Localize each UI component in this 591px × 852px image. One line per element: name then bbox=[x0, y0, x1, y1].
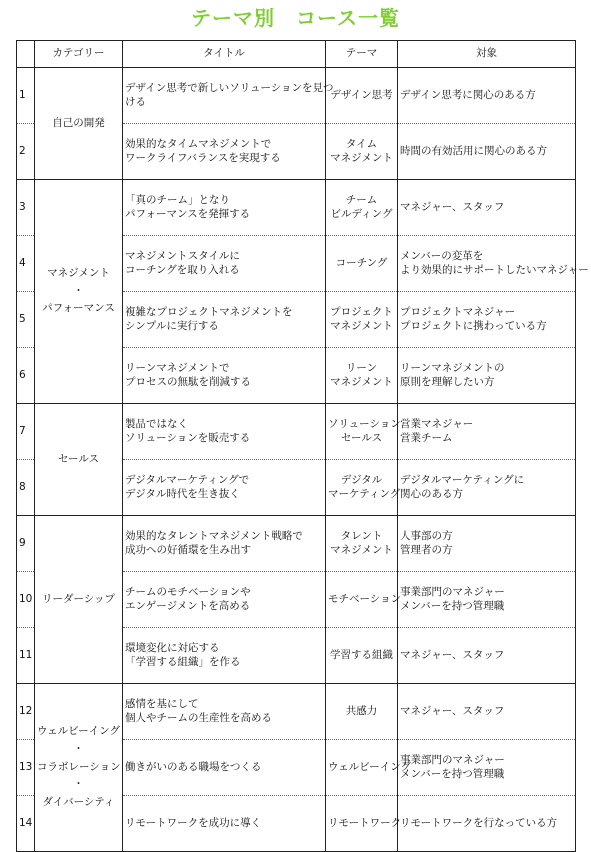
theme-line: ソリューション bbox=[328, 418, 401, 431]
row-number: 3 bbox=[17, 180, 35, 236]
theme-line: リモートワーク bbox=[328, 816, 402, 829]
theme-line: マネジメント bbox=[330, 151, 393, 164]
theme-line: 共感力 bbox=[345, 704, 378, 717]
row-number: 4 bbox=[17, 236, 35, 292]
title-line: ワークライフバランスを実現する bbox=[125, 151, 281, 164]
target-line: 事業部門のマネジャー bbox=[400, 754, 505, 767]
table-row bbox=[17, 684, 576, 740]
course-target bbox=[398, 404, 576, 460]
target-line: 時間の有効活用に関心のある方 bbox=[400, 144, 547, 157]
title-line: チームのモチベーションや bbox=[125, 586, 251, 599]
course-title bbox=[123, 180, 326, 236]
title-line: プロセスの無駄を削減する bbox=[125, 375, 251, 388]
table-row bbox=[17, 68, 576, 124]
theme-line: マネジメント bbox=[330, 375, 393, 388]
title-line: エンゲージメントを高める bbox=[125, 599, 251, 612]
course-theme bbox=[326, 68, 398, 124]
course-theme bbox=[326, 124, 398, 180]
course-theme bbox=[326, 572, 402, 628]
course-target bbox=[398, 124, 576, 180]
title-line: 「学習する組織」を作る bbox=[125, 655, 241, 668]
course-target bbox=[398, 68, 576, 124]
header-title: タイトル bbox=[123, 41, 326, 68]
title-line: 環境変化に対応する bbox=[125, 642, 220, 655]
course-theme bbox=[326, 404, 401, 460]
course-table bbox=[16, 40, 589, 852]
course-target bbox=[398, 796, 576, 852]
category-line: ウェルビーイング bbox=[37, 724, 120, 737]
course-target bbox=[398, 292, 576, 348]
category-line: コラボレーション bbox=[37, 760, 121, 773]
theme-line: セールス bbox=[340, 431, 383, 444]
title-line: マネジメントスタイルに bbox=[125, 250, 240, 263]
row-number: 7 bbox=[17, 404, 35, 460]
title-line: 働きがいのある職場をつくる bbox=[125, 760, 262, 773]
theme-line: タレント bbox=[340, 530, 383, 543]
target-line: リーンマネジメントの bbox=[400, 362, 505, 375]
course-title bbox=[123, 796, 326, 852]
target-line: プロジェクトマネジャー bbox=[400, 306, 516, 319]
course-target bbox=[398, 348, 576, 404]
course-title bbox=[123, 460, 326, 516]
title-line: 感情を基にして bbox=[125, 698, 199, 711]
header-theme: テーマ bbox=[326, 41, 398, 68]
target-line: より効果的にサポートしたいマネジャー bbox=[400, 263, 589, 276]
title-line: リーンマネジメントで bbox=[125, 362, 230, 375]
target-line: マネジャー、スタッフ bbox=[400, 200, 505, 213]
course-target bbox=[398, 740, 576, 796]
course-target bbox=[398, 236, 589, 292]
theme-line: マネジメント bbox=[330, 543, 393, 556]
target-line: 管理者の方 bbox=[400, 543, 453, 556]
course-title bbox=[123, 740, 326, 796]
course-title bbox=[123, 628, 326, 684]
theme-line: マーケティング bbox=[328, 487, 401, 500]
row-number: 13 bbox=[17, 740, 35, 796]
course-target bbox=[398, 628, 576, 684]
course-target bbox=[398, 516, 576, 572]
row-number: 6 bbox=[17, 348, 35, 404]
target-line: デザイン思考に関心のある方 bbox=[400, 88, 536, 101]
row-number: 2 bbox=[17, 124, 35, 180]
table-row bbox=[17, 516, 576, 572]
theme-line: チーム bbox=[345, 194, 378, 207]
category-line: ・ bbox=[73, 742, 84, 755]
target-line: メンバーの変革を bbox=[400, 250, 484, 263]
target-line: 事業部門のマネジャー bbox=[400, 586, 505, 599]
target-line: デジタルマーケティングに bbox=[400, 474, 525, 487]
title-line: ける bbox=[125, 95, 146, 108]
title-line: 複雑なプロジェクトマネジメントを bbox=[125, 306, 293, 319]
course-title bbox=[123, 404, 326, 460]
theme-line: デザイン思考 bbox=[330, 88, 393, 101]
header-category: カテゴリー bbox=[35, 41, 123, 68]
target-line: 営業マネジャー bbox=[400, 418, 474, 431]
course-theme bbox=[326, 292, 398, 348]
table-row bbox=[17, 180, 576, 236]
theme-line: デジタル bbox=[340, 474, 383, 487]
course-theme bbox=[326, 796, 402, 852]
title-line: 製品ではなく bbox=[125, 418, 188, 431]
target-line: マネジャー、スタッフ bbox=[400, 704, 505, 717]
title-line: 「真のチーム」となり bbox=[125, 194, 230, 207]
category-cell bbox=[35, 516, 123, 684]
row-number: 14 bbox=[17, 796, 35, 852]
course-theme bbox=[326, 684, 398, 740]
title-line: 成功への好循環を生み出す bbox=[125, 543, 251, 556]
title-line: シンプルに実行する bbox=[125, 319, 219, 332]
course-theme bbox=[326, 348, 398, 404]
theme-line: ウェルビーイング bbox=[328, 760, 411, 773]
course-title bbox=[123, 348, 326, 404]
category-line: ・ bbox=[73, 284, 84, 297]
row-number: 8 bbox=[17, 460, 35, 516]
page-title: テーマ別 コース一覧 bbox=[191, 6, 400, 30]
row-number: 10 bbox=[17, 572, 35, 628]
target-line: メンバーを持つ管理職 bbox=[400, 767, 505, 780]
course-target bbox=[398, 180, 576, 236]
table-row bbox=[17, 404, 576, 460]
title-line: 個人やチームの生産性を高める bbox=[125, 711, 272, 724]
course-title bbox=[123, 684, 326, 740]
title-line: コーチングを取り入れる bbox=[125, 263, 240, 276]
header-number bbox=[17, 41, 35, 68]
row-number: 5 bbox=[17, 292, 35, 348]
category-line: セールス bbox=[57, 452, 100, 465]
row-number: 11 bbox=[17, 628, 35, 684]
target-line: リモートワークを行なっている方 bbox=[400, 816, 558, 829]
target-line: 原則を理解したい方 bbox=[400, 375, 495, 388]
title-line: ソリューションを販売する bbox=[125, 431, 251, 444]
category-cell bbox=[35, 684, 123, 852]
target-line: 人事部の方 bbox=[400, 530, 453, 543]
theme-line: プロジェクト bbox=[330, 306, 393, 319]
target-line: 関心のある方 bbox=[400, 487, 463, 500]
course-title bbox=[123, 68, 334, 124]
row-number: 1 bbox=[17, 68, 35, 124]
category-cell bbox=[35, 68, 123, 180]
target-line: 営業チーム bbox=[400, 431, 453, 444]
theme-line: 学習する組織 bbox=[330, 648, 393, 661]
course-theme bbox=[326, 236, 398, 292]
theme-line: タイム bbox=[345, 138, 378, 151]
row-number: 9 bbox=[17, 516, 35, 572]
row-number: 12 bbox=[17, 684, 35, 740]
course-title bbox=[123, 236, 326, 292]
title-line: 効果的なタレントマネジメント戦略で bbox=[125, 530, 303, 543]
target-line: メンバーを持つ管理職 bbox=[400, 599, 505, 612]
course-theme bbox=[326, 740, 411, 796]
theme-line: ビルディング bbox=[330, 207, 393, 220]
category-cell bbox=[35, 404, 123, 516]
title-line: デザイン思考で新しいソリューションを見つ bbox=[125, 82, 334, 95]
category-line: 自己の開発 bbox=[52, 116, 105, 129]
category-line: マネジメント bbox=[47, 266, 110, 279]
course-title bbox=[123, 572, 326, 628]
category-line: ・ bbox=[73, 778, 84, 791]
title-line: パフォーマンスを発揮する bbox=[125, 207, 251, 220]
course-theme bbox=[326, 628, 398, 684]
course-theme bbox=[326, 460, 401, 516]
theme-line: モチベーション bbox=[328, 592, 402, 605]
target-line: プロジェクトに携わっている方 bbox=[400, 319, 547, 332]
category-line: パフォーマンス bbox=[42, 302, 115, 315]
course-theme bbox=[326, 516, 398, 572]
target-line: マネジャー、スタッフ bbox=[400, 648, 505, 661]
header-target: 対象 bbox=[398, 41, 576, 68]
category-line: ダイバーシティ bbox=[42, 796, 115, 809]
category-cell bbox=[35, 180, 123, 404]
course-theme bbox=[326, 180, 398, 236]
theme-line: コーチング bbox=[335, 256, 388, 269]
title-line: リモートワークを成功に導く bbox=[125, 816, 262, 829]
course-target bbox=[398, 684, 576, 740]
theme-line: リーン bbox=[345, 362, 378, 375]
title-line: デジタル時代を生き抜く bbox=[125, 487, 240, 500]
title-line: デジタルマーケティングで bbox=[125, 474, 250, 487]
category-line: リーダーシップ bbox=[41, 592, 116, 605]
course-title bbox=[123, 516, 326, 572]
course-target bbox=[398, 460, 576, 516]
theme-line: マネジメント bbox=[330, 319, 393, 332]
table-header-row bbox=[17, 41, 576, 68]
course-title bbox=[123, 292, 326, 348]
course-target bbox=[398, 572, 576, 628]
title-line: 効果的なタイムマネジメントで bbox=[125, 138, 272, 151]
course-title bbox=[123, 124, 326, 180]
